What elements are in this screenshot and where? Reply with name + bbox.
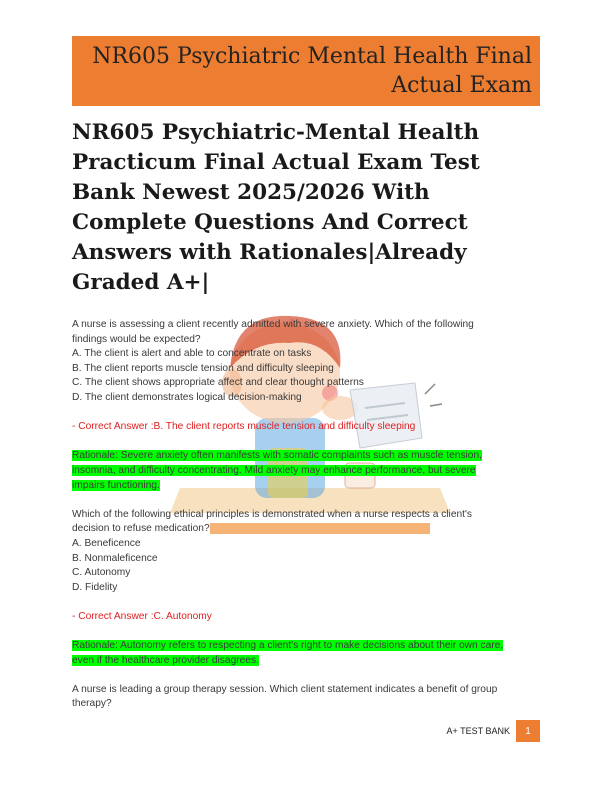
question-1-rationale [72,449,540,493]
question-2-stem-line-2 [72,522,540,537]
question-2-option-d: D. Fidelity [72,581,118,593]
question-1-rationale-line-1: Rationale: Severe anxiety often manifests with somatic complaints such as muscle tension, [72,450,482,462]
question-1-option-b: B. The client reports muscle tension and difficulty sleeping [72,362,334,374]
banner-title-line-2: Actual Exam [391,73,532,98]
question-1-stem-line-1: A nurse is assessing a client recently admitted with severe anxiety. Which of the following [72,319,474,330]
footer-label: A+ TEST BANK [446,726,510,736]
question-1-option-d: D. The client demonstrates logical decision-making [72,391,302,403]
page-footer [447,720,540,742]
question-2-rationale [72,639,540,668]
document-title: NR605 Psychiatric-Mental Health Practicum Final Actual Exam Test Bank Newest 2025/2026 With Complete Questions And Correct Answers with Rationales|Already Graded A+| [72,120,480,295]
question-1-correct-answer: - Correct Answer :B. The client reports muscle tension and difficulty sleeping [72,421,416,433]
question-2-option-a: A. Beneficence [72,537,141,549]
question-1-option-c: C. The client shows appropriate affect and clear thought patterns [72,377,364,389]
question-list [72,318,540,712]
question-1-option-a: A. The client is alert and able to concentrate on tasks [72,348,312,360]
question-2-option-b: B. Nonmaleficence [72,552,158,564]
page-number-badge: 1 [516,720,540,742]
desk-edge-highlight [210,523,430,534]
question-2-option-c: C. Autonomy [72,567,131,579]
question-1-rationale-line-2: insomnia, and difficulty concentrating. Mild anxiety may enhance performance, but severe [72,464,476,476]
question-2-stem-line-2-text: decision to refuse medication? [72,523,210,535]
question-2-rationale-line-2: even if the healthcare provider disagrees. [72,654,259,666]
question-3-stem-line-1: A nurse is leading a group therapy session. Which client statement indicates a benefit of group [72,683,498,695]
question-3-stem-line-2: therapy? [72,698,112,710]
question-2-stem-line-1: Which of the following ethical principles is demonstrated when a nurse respects a client's [72,508,473,520]
question-1-stem-line-2: findings would be expected? [72,333,201,345]
banner-title-line-1: NR605 Psychiatric Mental Health Final [92,44,532,69]
question-1-rationale-line-3: impairs functioning. [72,479,160,491]
question-2-correct-answer: - Correct Answer :C. Autonomy [72,610,212,622]
header-banner [72,36,540,106]
question-2-rationale-line-1: Rationale: Autonomy refers to respecting a client's right to make decisions about their own care, [72,640,504,652]
